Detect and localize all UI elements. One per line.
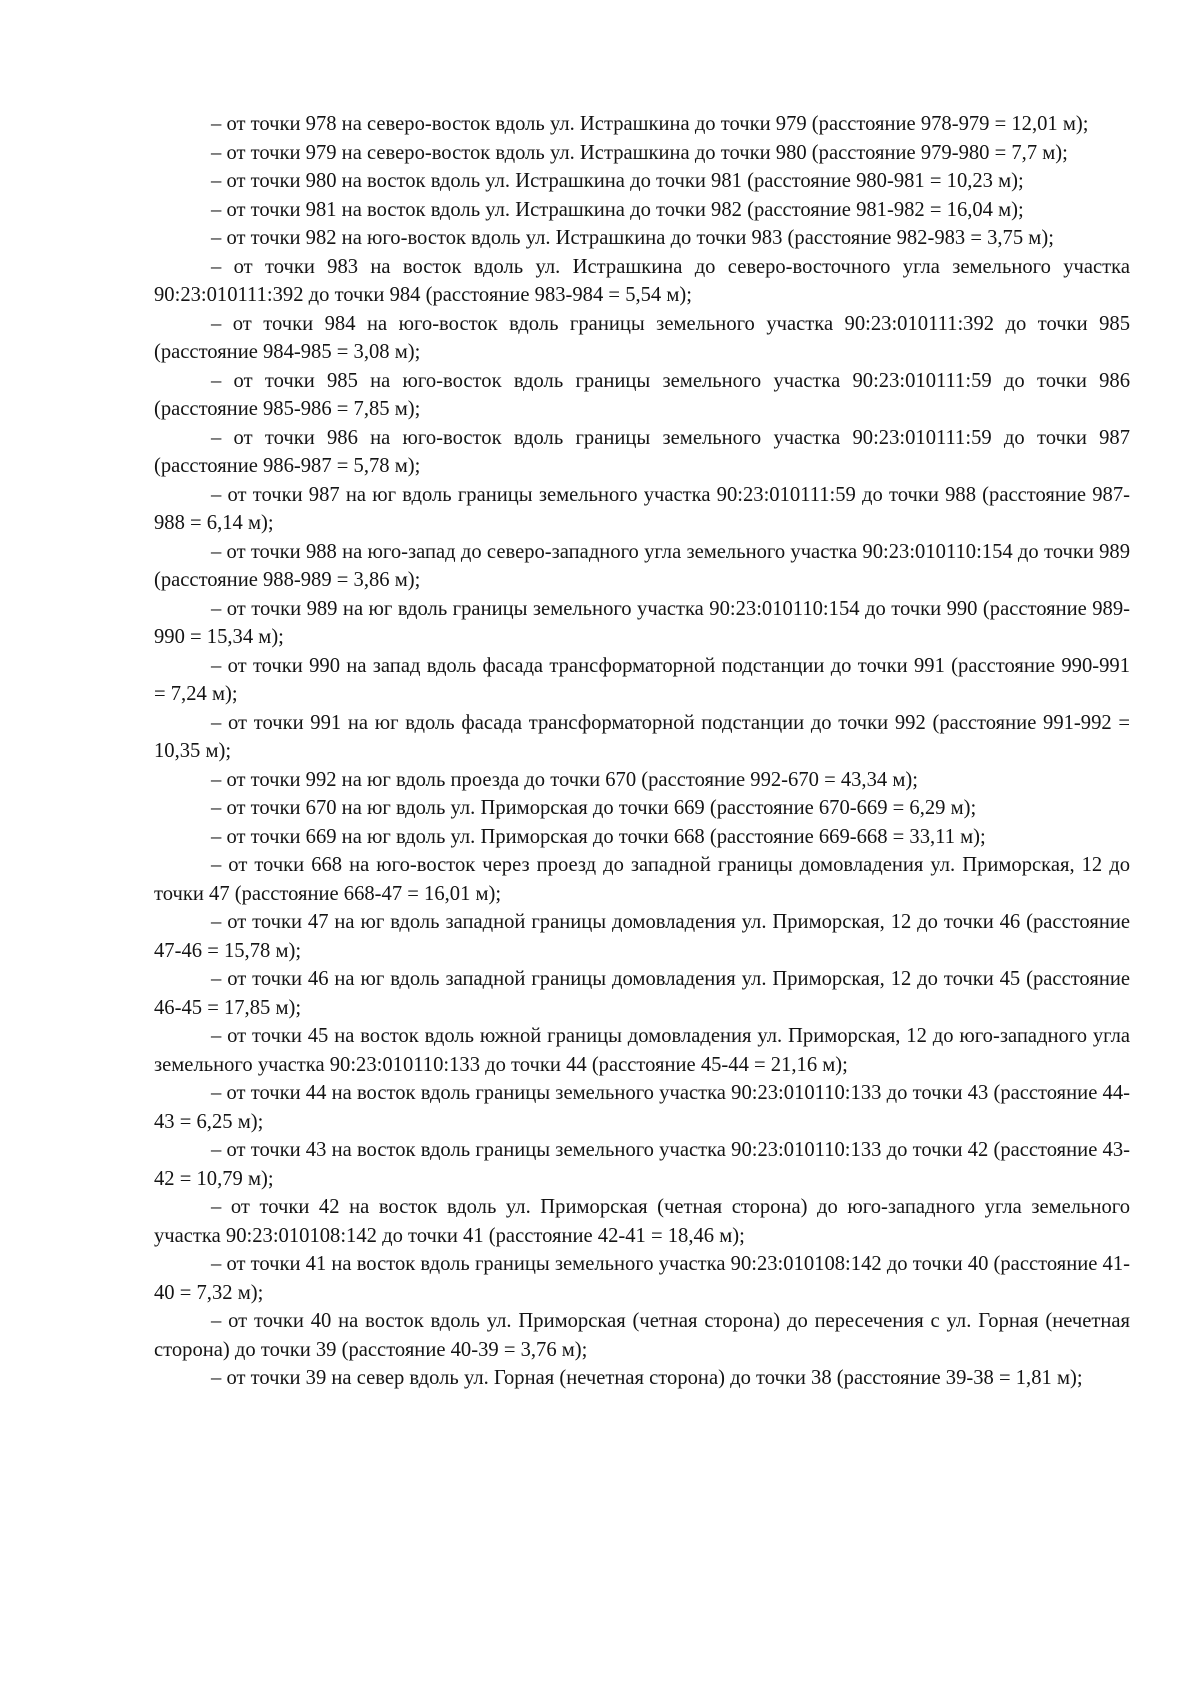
- paragraph: – от точки 992 на юг вдоль проезда до точки 670 (расстояние 992-670 = 43,34 м);: [211, 768, 918, 791]
- paragraph: – от точки 47 на юг вдоль западной границы домовладения ул. Приморская, 12 до точки 46 (расстояние 47-46 = 15,78 м);: [154, 911, 1130, 962]
- paragraph: – от точки 668 на юго-восток через проезд до западной границы домовладения ул. Приморская, 12 до точки 47 (расстояние 668-47 = 16,01 м);: [154, 854, 1130, 905]
- paragraph: – от точки 40 на восток вдоль ул. Приморская (четная сторона) до пересечения с ул. Горная (нечетная сторона) до точки 39 (расстояние 40-39 = 3,76 м);: [154, 1310, 1130, 1361]
- paragraph: – от точки 980 на восток вдоль ул. Истрашкина до точки 981 (расстояние 980-981 = 10,23 м);: [211, 170, 1024, 192]
- paragraph: – от точки 990 на запад вдоль фасада трансформаторной подстанции до точки 991 (расстояние 990-991 = 7,24 м);: [154, 654, 1130, 705]
- paragraph: – от точки 985 на юго-восток вдоль границы земельного участка 90:23:010111:59 до точки 986 (расстояние 985-986 = 7,85 м);: [154, 369, 1130, 420]
- paragraph: – от точки 984 на юго-восток вдоль границы земельного участка 90:23:010111:392 до точки 985 (расстояние 984-985 = 3,08 м);: [154, 312, 1130, 363]
- paragraph: – от точки 670 на юг вдоль ул. Приморская до точки 669 (расстояние 670-669 = 6,29 м);: [211, 797, 977, 819]
- paragraph: – от точки 986 на юго-восток вдоль границы земельного участка 90:23:010111:59 до точки 987 (расстояние 986-987 = 5,78 м);: [154, 426, 1130, 477]
- paragraph: – от точки 42 на восток вдоль ул. Приморская (четная сторона) до юго-западного угла земельного участка 90:23:010108:142 до точки 41 (расстояние 42-41 = 18,46 м);: [154, 1196, 1130, 1247]
- paragraph: – от точки 45 на восток вдоль южной границы домовладения ул. Приморская, 12 до юго-западного угла земельного участка 90:23:010110:133 до точки 44 (расстояние 45-44 = 21,16 м);: [154, 1025, 1130, 1076]
- document-page: [154, 110, 1130, 1393]
- paragraph: – от точки 983 на восток вдоль ул. Истрашкина до северо-восточного угла земельного участка 90:23:010111:392 до точки 984 (расстояние 983-984 = 5,54 м);: [154, 255, 1130, 306]
- paragraph: – от точки 978 на северо-восток вдоль ул. Истрашкина до точки 979 (расстояние 978-979 = 12,01 м);: [211, 113, 1089, 135]
- paragraph: – от точки 979 на северо-восток вдоль ул. Истрашкина до точки 980 (расстояние 979-980 = 7,7 м);: [211, 141, 1068, 164]
- paragraph: – от точки 39 на север вдоль ул. Горная (нечетная сторона) до точки 38 (расстояние 39-38 = 1,81 м);: [211, 1367, 1083, 1389]
- paragraph: – от точки 41 на восток вдоль границы земельного участка 90:23:010108:142 до точки 40 (расстояние 41-40 = 7,32 м);: [154, 1253, 1130, 1304]
- paragraph: – от точки 991 на юг вдоль фасада трансформаторной подстанции до точки 992 (расстояние 991-992 = 10,35 м);: [154, 711, 1130, 762]
- paragraph: – от точки 989 на юг вдоль границы земельного участка 90:23:010110:154 до точки 990 (расстояние 989-990 = 15,34 м);: [154, 597, 1130, 648]
- paragraph: – от точки 44 на восток вдоль границы земельного участка 90:23:010110:133 до точки 43 (расстояние 44-43 = 6,25 м);: [154, 1082, 1130, 1133]
- paragraph: – от точки 669 на юг вдоль ул. Приморская до точки 668 (расстояние 669-668 = 33,11 м);: [211, 825, 986, 848]
- paragraph: – от точки 987 на юг вдоль границы земельного участка 90:23:010111:59 до точки 988 (расстояние 987-988 = 6,14 м);: [154, 483, 1130, 534]
- paragraph: – от точки 46 на юг вдоль западной границы домовладения ул. Приморская, 12 до точки 45 (расстояние 46-45 = 17,85 м);: [154, 968, 1130, 1019]
- paragraph: – от точки 43 на восток вдоль границы земельного участка 90:23:010110:133 до точки 42 (расстояние 43-42 = 10,79 м);: [154, 1139, 1130, 1190]
- paragraph: – от точки 981 на восток вдоль ул. Истрашкина до точки 982 (расстояние 981-982 = 16,04 м);: [211, 198, 1024, 221]
- paragraph: – от точки 988 на юго-запад до северо-западного угла земельного участка 90:23:010110:154 до точки 989 (расстояние 988-989 = 3,86 м);: [154, 540, 1130, 591]
- paragraph: – от точки 982 на юго-восток вдоль ул. Истрашкина до точки 983 (расстояние 982-983 = 3,75 м);: [211, 227, 1054, 249]
